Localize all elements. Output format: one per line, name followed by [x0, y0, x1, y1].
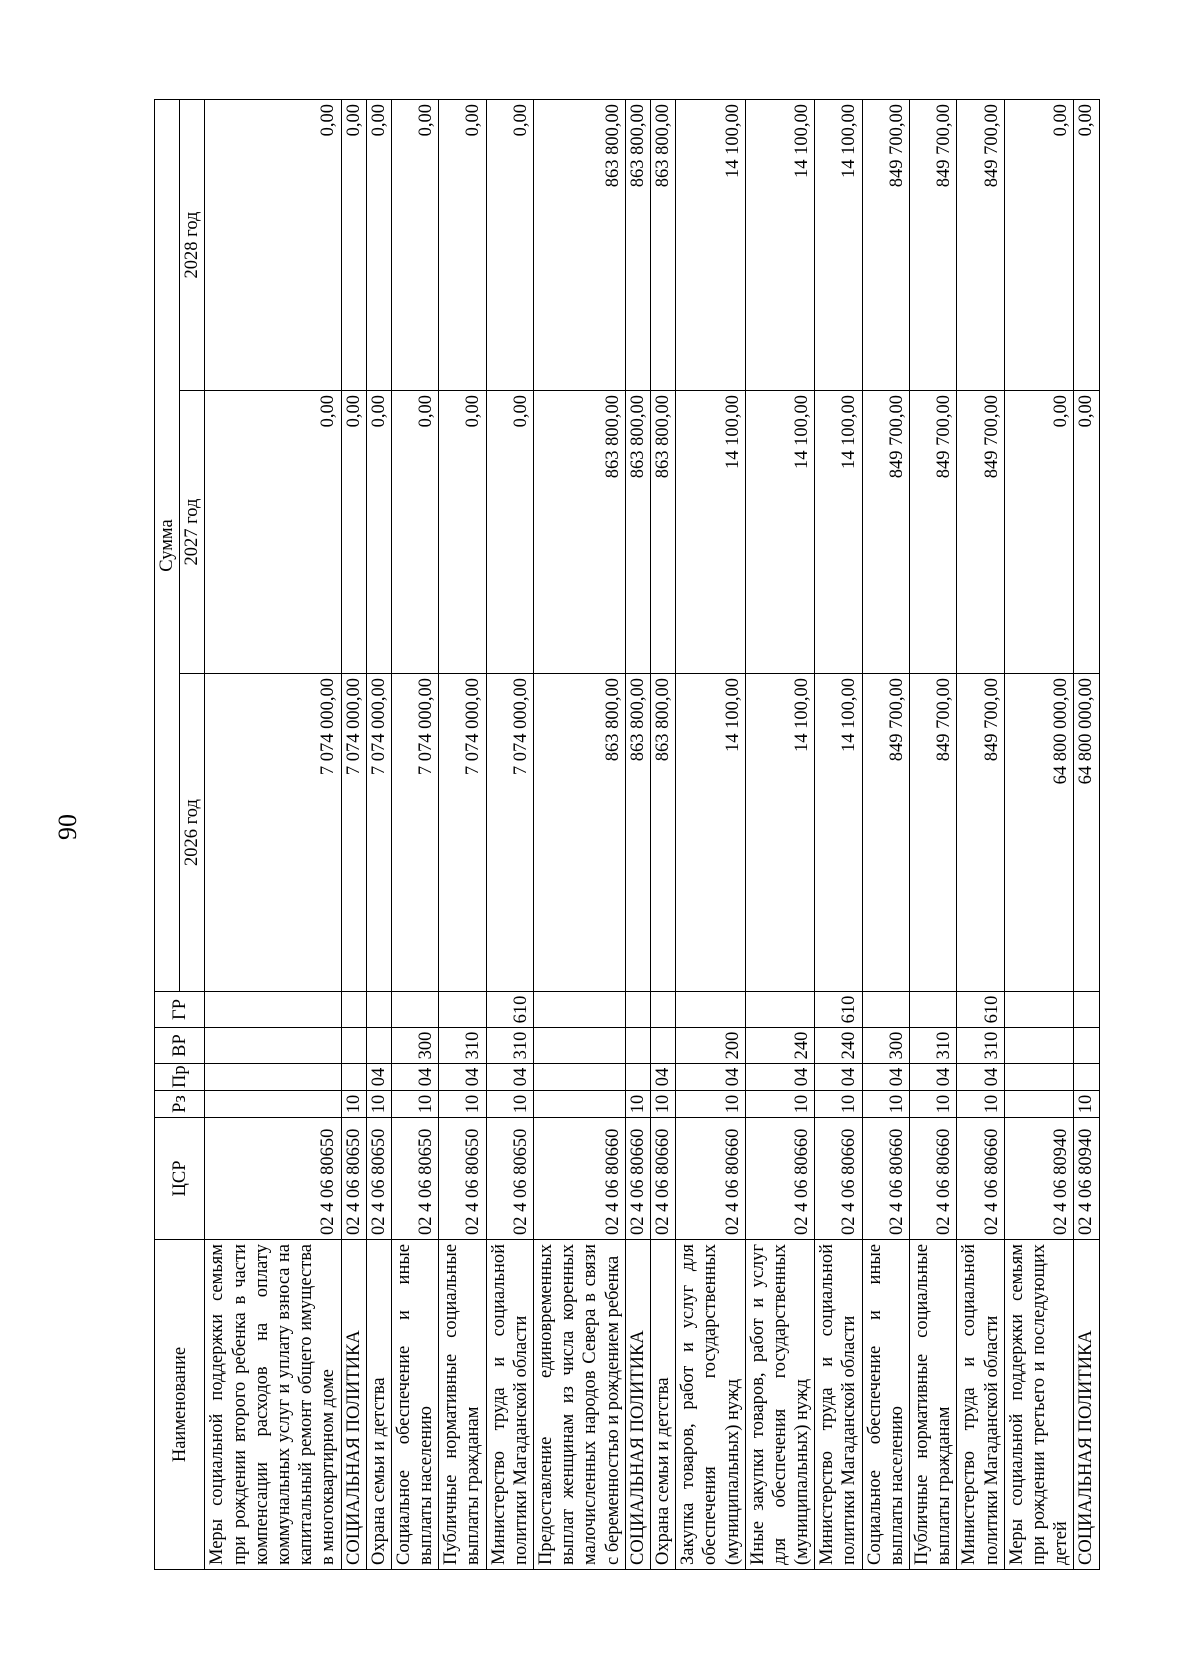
header-name: Наименование [155, 1240, 205, 1570]
row-csr: 02 4 06 80650 [366, 1118, 391, 1240]
header-rz: Рз [155, 1091, 205, 1118]
row-gr [676, 992, 746, 1028]
row-vr [625, 1028, 650, 1064]
row-gr [910, 992, 957, 1028]
row-amount-2026: 7 074 000,00 [341, 674, 366, 992]
row-rz: 10 [650, 1091, 675, 1118]
row-vr [341, 1028, 366, 1064]
row-amount-2028: 0,00 [341, 99, 366, 390]
row-csr: 02 4 06 80940 [1004, 1118, 1074, 1240]
table-row [910, 99, 957, 1569]
row-vr [1074, 1028, 1099, 1064]
row-name: Социальное обеспечение и иные выплаты населению [862, 1240, 909, 1570]
row-amount-2027: 0,00 [1074, 391, 1099, 674]
row-amount-2027: 863 800,00 [650, 391, 675, 674]
row-amount-2028: 849 700,00 [910, 99, 957, 390]
table-row [650, 99, 675, 1569]
row-amount-2026: 14 100,00 [745, 674, 815, 992]
row-vr [366, 1028, 391, 1064]
row-name: Социальное обеспечение и иные выплаты населению [391, 1240, 438, 1570]
row-rz: 10 [862, 1091, 909, 1118]
header-csr: ЦСР [155, 1118, 205, 1240]
header-year-2027: 2027 год [180, 391, 205, 674]
row-amount-2026: 7 074 000,00 [486, 674, 533, 992]
row-amount-2028: 849 700,00 [957, 99, 1004, 390]
row-amount-2028: 0,00 [391, 99, 438, 390]
row-name: Охрана семьи и детства [366, 1240, 391, 1570]
table-row [676, 99, 746, 1569]
header-sum: Сумма [155, 99, 180, 991]
row-amount-2028: 849 700,00 [862, 99, 909, 390]
row-pr: 04 [676, 1064, 746, 1091]
table-row [366, 99, 391, 1569]
row-rz: 10 [910, 1091, 957, 1118]
row-gr [205, 992, 341, 1028]
row-vr [650, 1028, 675, 1064]
row-amount-2026: 7 074 000,00 [205, 674, 341, 992]
row-vr: 310 [486, 1028, 533, 1064]
row-amount-2027: 863 800,00 [625, 391, 650, 674]
row-gr [625, 992, 650, 1028]
row-vr: 310 [439, 1028, 486, 1064]
row-gr [366, 992, 391, 1028]
table-row [486, 99, 533, 1569]
row-name: Министерство труда и социальной политики Магаданской области [815, 1240, 862, 1570]
row-vr: 240 [815, 1028, 862, 1064]
row-pr: 04 [486, 1064, 533, 1091]
table-row [1004, 99, 1074, 1569]
header-year-2026: 2026 год [180, 674, 205, 992]
row-amount-2028: 14 100,00 [676, 99, 746, 390]
row-name: СОЦИАЛЬНАЯ ПОЛИТИКА [625, 1240, 650, 1570]
header-gr: ГР [155, 992, 205, 1028]
row-gr [534, 992, 626, 1028]
row-csr: 02 4 06 80660 [862, 1118, 909, 1240]
row-name: Иные закупки товаров, работ и услуг для обеспечения государственных (муниципальных) нужд [745, 1240, 815, 1570]
row-amount-2028: 0,00 [486, 99, 533, 390]
row-vr: 310 [910, 1028, 957, 1064]
row-rz: 10 [341, 1091, 366, 1118]
page-number: 90 [53, 814, 82, 840]
row-gr: 610 [957, 992, 1004, 1028]
row-amount-2026: 64 800 000,00 [1004, 674, 1074, 992]
table-row [439, 99, 486, 1569]
row-pr: 04 [815, 1064, 862, 1091]
row-vr: 240 [745, 1028, 815, 1064]
header-pr: Пр [155, 1064, 205, 1091]
row-name: Министерство труда и социальной политики Магаданской области [957, 1240, 1004, 1570]
row-pr [341, 1064, 366, 1091]
row-pr: 04 [862, 1064, 909, 1091]
budget-table-container [154, 100, 1097, 1570]
row-csr: 02 4 06 80660 [815, 1118, 862, 1240]
row-name: Предоставление единовременных выплат женщинам из числа коренных малочисленных народов Севера в связи с беременностью и рождением ребенка [534, 1240, 626, 1570]
row-amount-2028: 14 100,00 [815, 99, 862, 390]
row-amount-2026: 64 800 000,00 [1074, 674, 1099, 992]
row-gr: 610 [815, 992, 862, 1028]
row-name: Публичные нормативные социальные выплаты гражданам [439, 1240, 486, 1570]
row-amount-2028: 863 800,00 [534, 99, 626, 390]
row-amount-2026: 863 800,00 [650, 674, 675, 992]
row-rz: 10 [625, 1091, 650, 1118]
row-amount-2027: 849 700,00 [910, 391, 957, 674]
row-pr: 04 [745, 1064, 815, 1091]
row-amount-2027: 0,00 [439, 391, 486, 674]
row-rz: 10 [439, 1091, 486, 1118]
row-amount-2026: 14 100,00 [815, 674, 862, 992]
row-gr [391, 992, 438, 1028]
table-row [391, 99, 438, 1569]
row-amount-2026: 863 800,00 [625, 674, 650, 992]
table-row [341, 99, 366, 1569]
row-gr [862, 992, 909, 1028]
row-pr: 04 [391, 1064, 438, 1091]
row-amount-2028: 863 800,00 [625, 99, 650, 390]
row-csr: 02 4 06 80660 [625, 1118, 650, 1240]
row-csr: 02 4 06 80650 [391, 1118, 438, 1240]
row-amount-2026: 863 800,00 [534, 674, 626, 992]
row-rz: 10 [815, 1091, 862, 1118]
row-amount-2026: 7 074 000,00 [366, 674, 391, 992]
row-csr: 02 4 06 80660 [534, 1118, 626, 1240]
row-vr [205, 1028, 341, 1064]
row-amount-2028: 0,00 [1074, 99, 1099, 390]
row-name: СОЦИАЛЬНАЯ ПОЛИТИКА [341, 1240, 366, 1570]
table-row [815, 99, 862, 1569]
row-csr: 02 4 06 80660 [745, 1118, 815, 1240]
row-amount-2027: 0,00 [486, 391, 533, 674]
row-name: Закупка товаров, работ и услуг для обеспечения государственных (муниципальных) нужд [676, 1240, 746, 1570]
row-rz: 10 [676, 1091, 746, 1118]
row-gr [745, 992, 815, 1028]
table-row [862, 99, 909, 1569]
row-vr: 200 [676, 1028, 746, 1064]
row-rz [1004, 1091, 1074, 1118]
row-gr [650, 992, 675, 1028]
row-rz: 10 [486, 1091, 533, 1118]
table-row [1074, 99, 1099, 1569]
row-pr [625, 1064, 650, 1091]
row-amount-2028: 14 100,00 [745, 99, 815, 390]
row-csr: 02 4 06 80660 [957, 1118, 1004, 1240]
row-rz: 10 [366, 1091, 391, 1118]
table-row [745, 99, 815, 1569]
row-name: Охрана семьи и детства [650, 1240, 675, 1570]
budget-table-body [205, 99, 1099, 1569]
row-csr: 02 4 06 80650 [439, 1118, 486, 1240]
row-vr: 300 [862, 1028, 909, 1064]
row-vr [534, 1028, 626, 1064]
row-amount-2028: 863 800,00 [650, 99, 675, 390]
row-gr [1074, 992, 1099, 1028]
row-gr [341, 992, 366, 1028]
row-amount-2028: 0,00 [439, 99, 486, 390]
row-name: СОЦИАЛЬНАЯ ПОЛИТИКА [1074, 1240, 1099, 1570]
row-pr: 04 [910, 1064, 957, 1091]
row-amount-2026: 849 700,00 [910, 674, 957, 992]
row-amount-2028: 0,00 [1004, 99, 1074, 390]
row-name: Публичные нормативные социальные выплаты гражданам [910, 1240, 957, 1570]
row-pr: 04 [650, 1064, 675, 1091]
row-gr [439, 992, 486, 1028]
row-amount-2027: 0,00 [391, 391, 438, 674]
row-vr: 310 [957, 1028, 1004, 1064]
row-amount-2027: 0,00 [341, 391, 366, 674]
row-name: Меры социальной поддержки семьям при рождении второго ребенка в части компенсации расходов на оплату коммунальных услуг и уплату взноса на капитальный ремонт общего имущества в многоквартирном доме [205, 1240, 341, 1570]
row-pr [1074, 1064, 1099, 1091]
row-pr [205, 1064, 341, 1091]
row-csr: 02 4 06 80650 [486, 1118, 533, 1240]
table-row [534, 99, 626, 1569]
row-rz: 10 [391, 1091, 438, 1118]
row-amount-2027: 14 100,00 [676, 391, 746, 674]
row-amount-2027: 863 800,00 [534, 391, 626, 674]
row-pr: 04 [366, 1064, 391, 1091]
header-vr: ВР [155, 1028, 205, 1064]
row-amount-2026: 7 074 000,00 [391, 674, 438, 992]
row-amount-2027: 0,00 [205, 391, 341, 674]
row-gr [1004, 992, 1074, 1028]
row-name: Министерство труда и социальной политики Магаданской области [486, 1240, 533, 1570]
row-amount-2027: 0,00 [366, 391, 391, 674]
table-row [625, 99, 650, 1569]
row-csr: 02 4 06 80660 [650, 1118, 675, 1240]
row-rz: 10 [745, 1091, 815, 1118]
row-csr: 02 4 06 80660 [676, 1118, 746, 1240]
row-amount-2026: 14 100,00 [676, 674, 746, 992]
row-rz: 10 [1074, 1091, 1099, 1118]
row-pr [1004, 1064, 1074, 1091]
row-amount-2026: 849 700,00 [862, 674, 909, 992]
row-pr: 04 [439, 1064, 486, 1091]
row-amount-2028: 0,00 [205, 99, 341, 390]
table-row [205, 99, 341, 1569]
header-year-2028: 2028 год [180, 99, 205, 390]
row-rz: 10 [957, 1091, 1004, 1118]
row-amount-2027: 14 100,00 [745, 391, 815, 674]
row-csr: 02 4 06 80660 [910, 1118, 957, 1240]
row-amount-2027: 849 700,00 [862, 391, 909, 674]
row-rz [534, 1091, 626, 1118]
row-rz [205, 1091, 341, 1118]
row-vr: 300 [391, 1028, 438, 1064]
row-amount-2027: 14 100,00 [815, 391, 862, 674]
row-vr [1004, 1028, 1074, 1064]
table-row [957, 99, 1004, 1569]
row-csr: 02 4 06 80650 [205, 1118, 341, 1240]
row-csr: 02 4 06 80940 [1074, 1118, 1099, 1240]
row-amount-2028: 0,00 [366, 99, 391, 390]
row-pr [534, 1064, 626, 1091]
row-gr: 610 [486, 992, 533, 1028]
row-pr: 04 [957, 1064, 1004, 1091]
row-csr: 02 4 06 80650 [341, 1118, 366, 1240]
row-amount-2026: 849 700,00 [957, 674, 1004, 992]
row-amount-2027: 849 700,00 [957, 391, 1004, 674]
budget-table [154, 99, 1100, 1570]
row-name: Меры социальной поддержки семьям при рождении третьего и последующих детей [1004, 1240, 1074, 1570]
row-amount-2026: 7 074 000,00 [439, 674, 486, 992]
row-amount-2027: 0,00 [1004, 391, 1074, 674]
